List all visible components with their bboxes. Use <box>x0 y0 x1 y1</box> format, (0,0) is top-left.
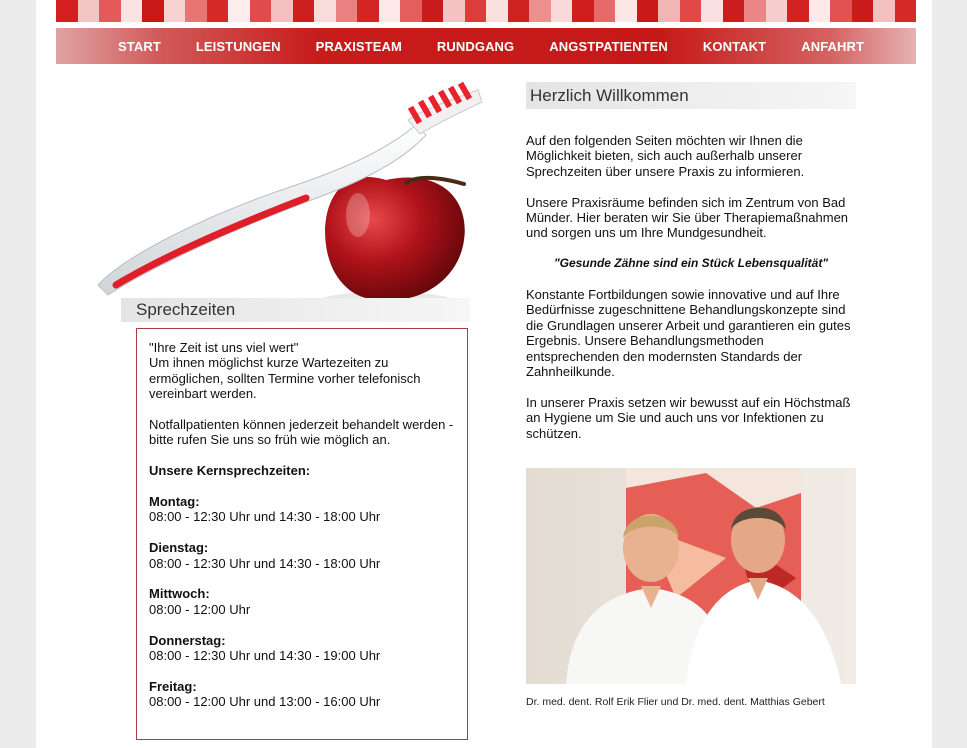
nav-item-leistungen[interactable]: LEISTUNGEN <box>195 38 281 54</box>
opening-hours-box <box>136 328 468 740</box>
welcome-paragraph-3: Konstante Fortbildungen sowie innovative und auf Ihre Bedürfnisse zugeschnittene Behandlungskonzepte sind die Grundlagen unserer Arbeit und garantieren ein gutes Ergebnis. Unsere Behandlungsmethoden entsprechenden den modernsten Standards der Zahnheilkunde. <box>526 287 851 380</box>
welcome-quote: "Gesunde Zähne sind ein Stück Lebensqualität" <box>553 256 829 271</box>
header-stripes <box>56 0 916 22</box>
hours-notfall-text: Notfallpatienten können jederzeit behandelt werden - bitte rufen Sie uns so früh wie möglich an. <box>149 417 454 448</box>
sprechzeiten-heading: Sprechzeiten <box>121 298 470 322</box>
nav-item-angstpatienten[interactable]: ANGSTPATIENTEN <box>549 38 668 54</box>
day-label-mittwoch: Mittwoch: <box>149 586 210 602</box>
photo-caption: Dr. med. dent. Rolf Erik Flier und Dr. med. dent. Matthias Gebert <box>526 696 825 708</box>
day-label-dienstag: Dienstag: <box>149 540 209 556</box>
main-navigation <box>56 28 916 64</box>
welcome-paragraph-1: Auf den folgenden Seiten möchten wir Ihnen die Möglichkeit bieten, sich auch außerhalb unserer Sprechzeiten über unsere Praxis zu informieren. <box>526 133 805 179</box>
hours-intro-quote: "Ihre Zeit ist uns viel wert" <box>149 340 299 355</box>
nav-item-rundgang[interactable]: RUNDGANG <box>436 38 515 54</box>
day-hours-donnerstag: 08:00 - 12:30 Uhr und 14:30 - 19:00 Uhr <box>149 648 381 664</box>
dentists-photo <box>526 468 856 684</box>
day-label-montag: Montag: <box>149 494 200 510</box>
welcome-text <box>526 133 856 456</box>
nav-item-praxisteam[interactable]: PRAXISTEAM <box>315 38 402 54</box>
nav-item-anfahrt[interactable]: ANFAHRT <box>801 38 865 54</box>
core-hours-heading: Unsere Kernsprechzeiten: <box>149 463 311 479</box>
day-hours-dienstag: 08:00 - 12:30 Uhr und 14:30 - 18:00 Uhr <box>149 555 381 571</box>
welcome-paragraph-4: In unserer Praxis setzen wir bewusst auf ein Höchstmaß an Hygiene um Sie und auch uns vor Infektionen zu schützen. <box>526 394 851 441</box>
day-label-freitag: Freitag: <box>149 678 197 694</box>
day-hours-mittwoch: 08:00 - 12:00 Uhr <box>149 601 251 617</box>
day-label-donnerstag: Donnerstag: <box>149 632 226 648</box>
nav-item-kontakt[interactable]: KONTAKT <box>702 38 767 54</box>
toothbrush-apple-image <box>86 80 482 320</box>
welcome-heading: Herzlich Willkommen <box>526 82 856 109</box>
day-hours-freitag: 08:00 - 12:00 Uhr und 13:00 - 16:00 Uhr <box>149 694 381 710</box>
day-hours-montag: 08:00 - 12:30 Uhr und 14:30 - 18:00 Uhr <box>149 509 381 525</box>
welcome-paragraph-2: Unsere Praxisräume befinden sich im Zentrum von Bad Münder. Hier beraten wir Sie über Therapiemaßnahmen und sorgen uns um Ihre Mundgesundheit. <box>526 194 849 241</box>
hours-intro-text: Um ihnen möglichst kurze Wartezeiten zu ermöglichen, sollten Termine vorher telefonisch vereinbart werden. <box>149 355 421 402</box>
nav-item-start[interactable]: START <box>118 38 161 54</box>
